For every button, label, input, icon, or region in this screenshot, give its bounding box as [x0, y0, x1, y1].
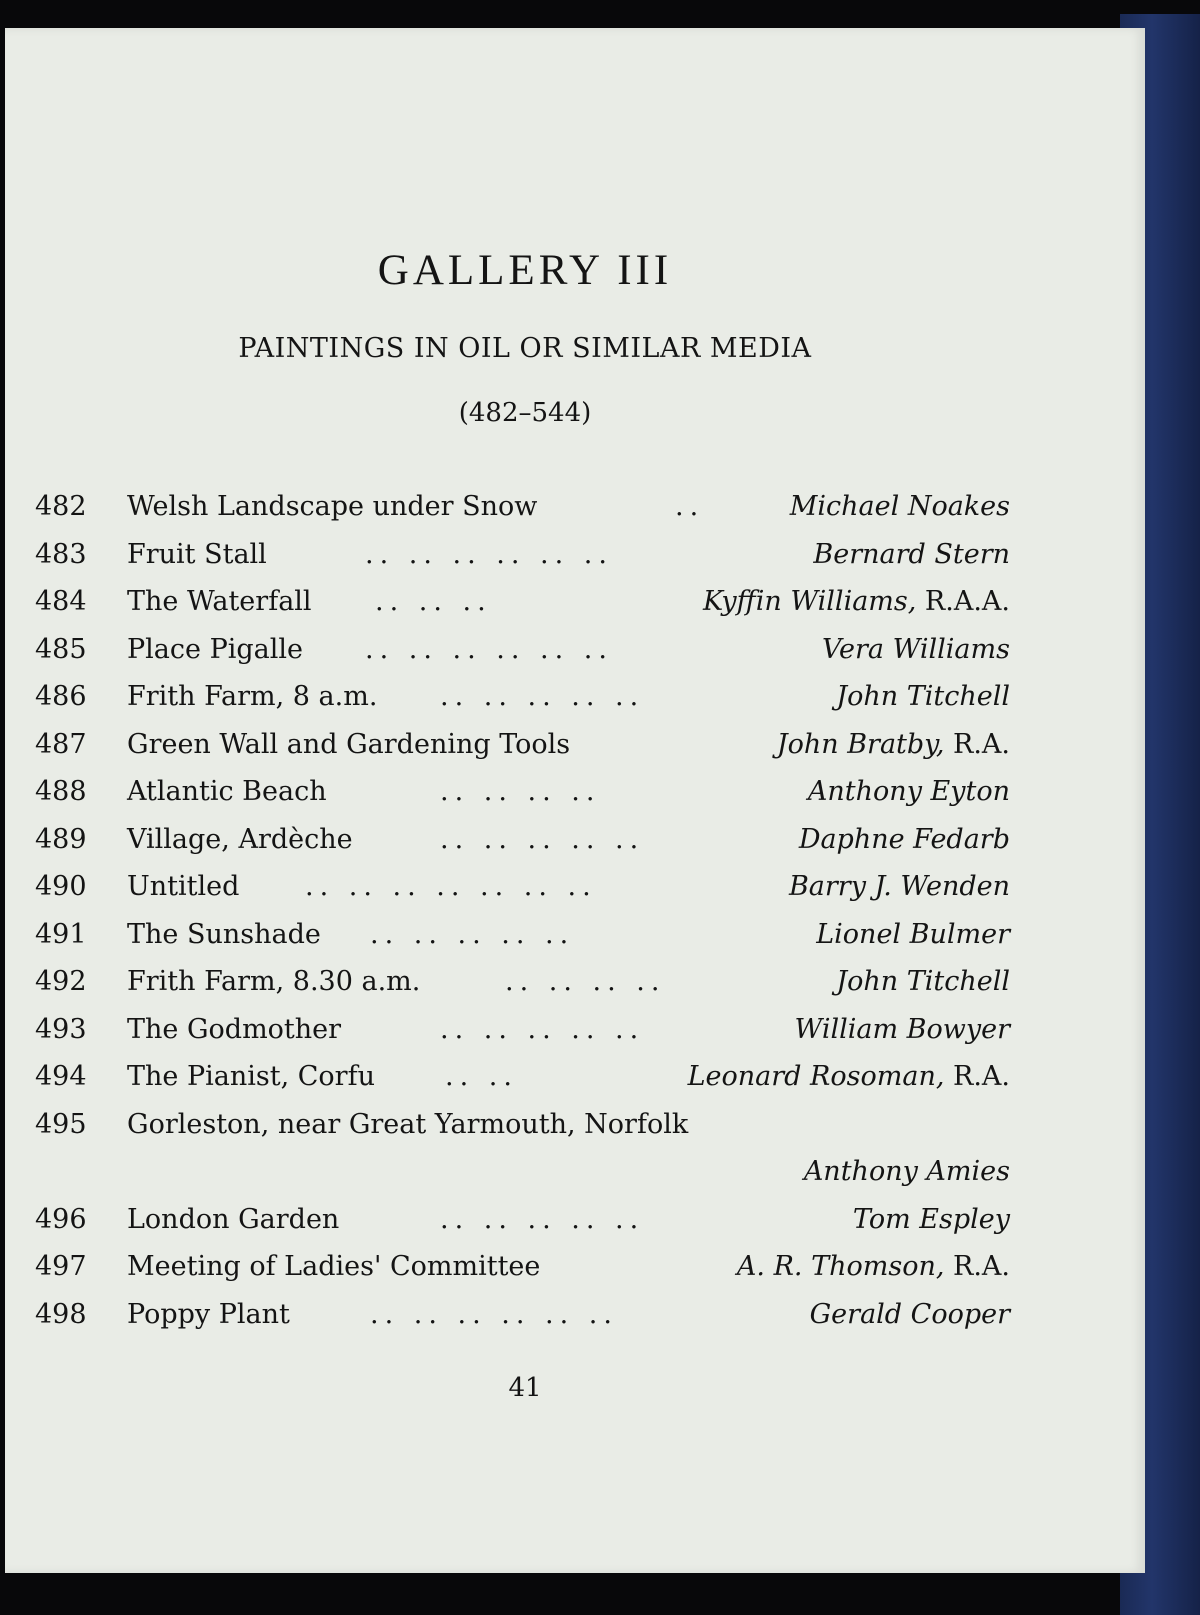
entry-title: Welsh Landscape under Snow: [127, 491, 538, 522]
entry-title: The Pianist, Corfu: [127, 1061, 375, 1092]
entry-number: 483: [35, 538, 87, 570]
entry-artist: [853, 1196, 1010, 1244]
dot-leader: .. .. .. ..: [440, 776, 601, 807]
catalogue-entry: [35, 626, 1010, 674]
artist-honours: R.A.A.: [916, 586, 1010, 617]
artist-name: Michael Noakes: [789, 491, 1010, 522]
artist-honours: R.A.: [944, 728, 1010, 760]
artist-name: Vera Williams: [822, 633, 1010, 665]
entry-number: 495: [35, 1108, 87, 1140]
artist-name: Tom Espley: [852, 1203, 1010, 1235]
artist-name: John Titchell: [836, 966, 1010, 997]
entry-title: The Waterfall: [127, 586, 312, 617]
entry-number: 494: [35, 1061, 87, 1092]
catalogue-page: [5, 28, 1145, 1573]
artist-name: Leonard Rosoman,: [687, 1061, 945, 1092]
artist-name: William Bowyer: [794, 1013, 1010, 1045]
artist-name: Anthony Amies: [803, 1156, 1010, 1187]
entry-number: 497: [35, 1251, 87, 1282]
dot-leader: .. .. .. ..: [505, 966, 666, 997]
catalogue-entry: [35, 958, 1010, 1006]
page-number: 41: [508, 1373, 542, 1403]
dot-leader: .. .. .. .. ..: [440, 681, 645, 712]
entry-number: 489: [35, 823, 87, 855]
entry-artist: [799, 816, 1010, 864]
dot-leader: .. .. .. .. .. ..: [365, 538, 613, 570]
catalogue-entry: [35, 1053, 1010, 1101]
catalogue-entry: [35, 483, 1010, 531]
artist-name: Lionel Bulmer: [816, 918, 1010, 950]
entry-artist: [822, 626, 1010, 674]
entry-number: 496: [35, 1203, 87, 1235]
artist-name: Bernard Stern: [813, 538, 1010, 570]
artist-name: Barry J. Wenden: [788, 871, 1010, 902]
entry-title: Untitled: [127, 871, 240, 902]
dot-leader: .. .. .. .. ..: [440, 823, 645, 855]
entry-artist: [737, 1243, 1010, 1291]
artist-name: John Titchell: [836, 681, 1010, 712]
catalogue-entry: [35, 531, 1010, 579]
catalogue-entry: [35, 721, 1010, 769]
dot-leader: ..: [675, 491, 705, 522]
entry-number: 493: [35, 1013, 87, 1045]
dot-leader: .. .. .. .. ..: [440, 1203, 645, 1235]
artist-name: Daphne Fedarb: [798, 823, 1010, 855]
entry-number: 498: [35, 1298, 87, 1330]
entry-title: Place Pigalle: [127, 633, 304, 665]
entry-title: London Garden: [127, 1203, 340, 1235]
entry-title: Fruit Stall: [127, 538, 267, 570]
entry-title: Frith Farm, 8.30 a.m.: [127, 966, 421, 997]
entry-artist: [810, 1291, 1010, 1339]
entry-title: Atlantic Beach: [127, 776, 327, 807]
catalogue-entry: [35, 816, 1010, 864]
entry-number: 486: [35, 681, 87, 712]
entry-title: Village, Ardèche: [127, 823, 353, 855]
entry-artist: [703, 578, 1010, 626]
catalogue-entry: [35, 1243, 1010, 1291]
entry-title: The Sunshade: [127, 918, 321, 950]
artist-name: A. R. Thomson,: [736, 1251, 945, 1282]
entry-number: 488: [35, 776, 87, 807]
gallery-title: GALLERY III: [377, 247, 673, 294]
artist-name: Kyffin Williams,: [702, 586, 917, 617]
entry-number: 484: [35, 586, 87, 617]
entry-number: 485: [35, 633, 87, 665]
catalogue-number-range: (482–544): [458, 398, 592, 428]
section-subtitle: PAINTINGS IN OIL OR SIMILAR MEDIA: [238, 333, 812, 364]
entry-number: 491: [35, 918, 87, 950]
catalogue-entry: [35, 768, 1010, 816]
catalogue-entry: [35, 1196, 1010, 1244]
entry-title: Gorleston, near Great Yarmouth, Norfolk: [127, 1108, 689, 1140]
entry-title: Meeting of Ladies' Committee: [127, 1251, 541, 1282]
entry-artist: [836, 958, 1010, 1006]
entry-artist: [836, 673, 1010, 721]
catalogue-entry: [35, 1101, 1010, 1196]
entry-number: 482: [35, 491, 87, 522]
entry-artist: [777, 721, 1010, 769]
entry-title: Frith Farm, 8 a.m.: [127, 681, 378, 712]
entry-number: 490: [35, 871, 87, 902]
dot-leader: .. .. .. .. .. ..: [365, 633, 613, 665]
dot-leader: .. .. .. .. .. .. ..: [305, 871, 597, 902]
artist-name: Anthony Eyton: [807, 776, 1010, 807]
artist-honours: R.A.: [944, 1251, 1010, 1282]
entry-artist: [790, 483, 1010, 531]
entry-title: The Godmother: [127, 1013, 342, 1045]
catalogue-entry: [35, 1006, 1010, 1054]
dot-leader: .. .. .. .. ..: [440, 1013, 645, 1045]
entry-artist: [804, 1148, 1010, 1196]
dot-leader: .. .. .. .. ..: [370, 918, 575, 950]
artist-honours: R.A.: [944, 1061, 1010, 1092]
entry-artist: [789, 863, 1010, 911]
entry-artist: [688, 1053, 1010, 1101]
artist-name: Gerald Cooper: [809, 1298, 1010, 1330]
catalogue-entry: [35, 863, 1010, 911]
entry-artist: [813, 531, 1010, 579]
artist-name: John Bratby,: [776, 728, 945, 760]
catalogue-entry: [35, 673, 1010, 721]
entry-artist: [808, 768, 1010, 816]
entry-title: Green Wall and Gardening Tools: [127, 728, 571, 760]
catalogue-entry: [35, 578, 1010, 626]
catalogue-entry: [35, 911, 1010, 959]
catalogue-entry: [35, 1291, 1010, 1339]
entry-artist: [816, 911, 1010, 959]
entry-number: 487: [35, 728, 87, 760]
dot-leader: .. .. ..: [375, 586, 492, 617]
entry-list: [35, 483, 1010, 1338]
entry-title: Poppy Plant: [127, 1298, 290, 1330]
dot-leader: .. ..: [445, 1061, 518, 1092]
dot-leader: .. .. .. .. .. ..: [370, 1298, 618, 1330]
entry-number: 492: [35, 966, 87, 997]
entry-artist: [795, 1006, 1010, 1054]
